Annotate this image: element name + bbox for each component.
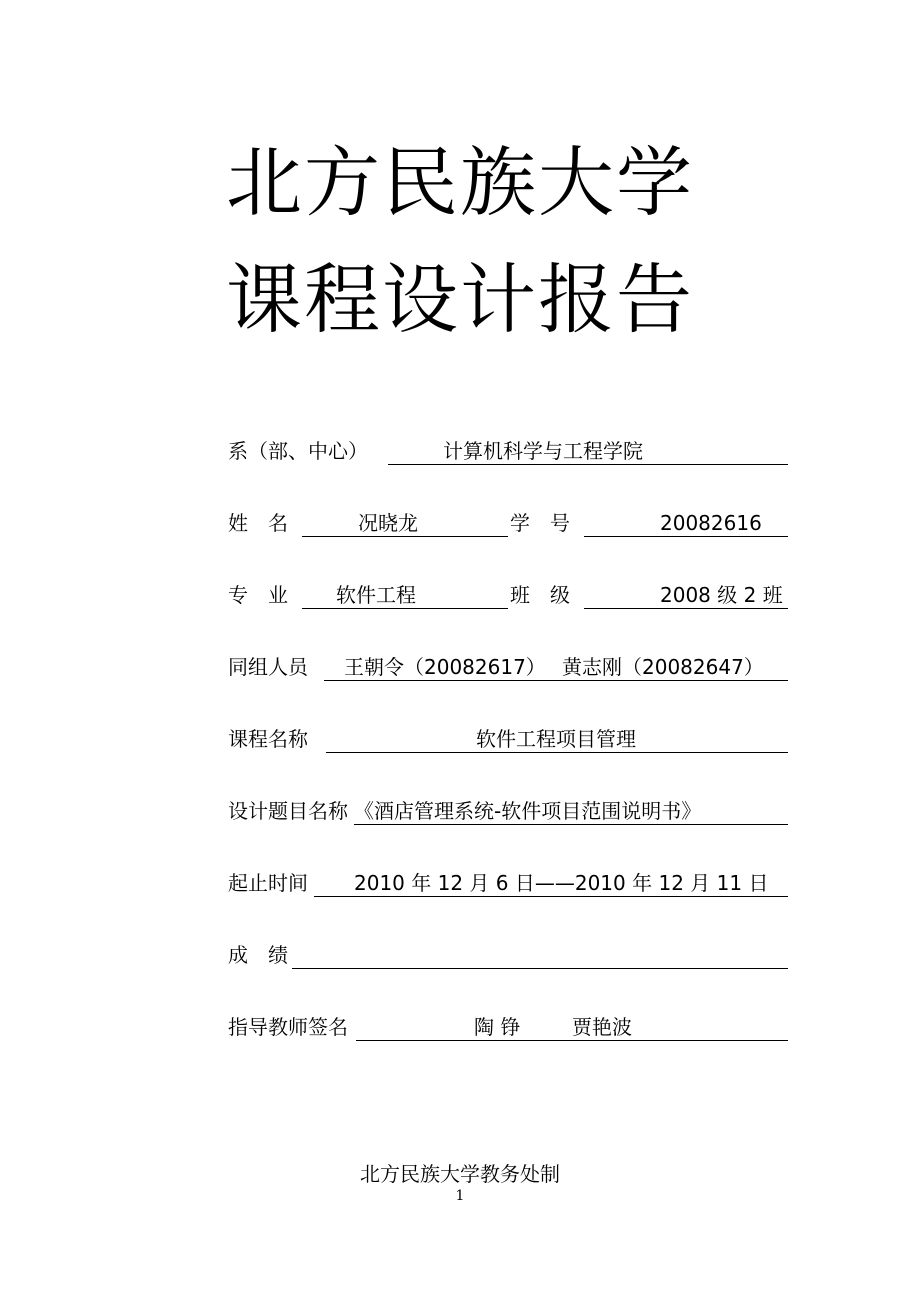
major-value: 软件工程 — [336, 583, 416, 607]
department-field — [388, 436, 788, 465]
period-value: 2010 年 12 月 6 日——2010 年 12 月 11 日 — [354, 871, 769, 895]
title-university: 北方民族大学 — [226, 138, 694, 227]
student-id-value: 20082616 — [660, 511, 762, 535]
group-member-1: 王朝令（20082617） — [344, 655, 546, 679]
class-value: 2008 级 2 班 — [660, 583, 783, 607]
group-row — [228, 652, 788, 682]
major-row — [228, 580, 788, 610]
advisor-row — [228, 1012, 788, 1042]
class-field — [584, 580, 788, 609]
topic-field — [354, 796, 788, 825]
course-value: 软件工程项目管理 — [476, 727, 636, 751]
advisor-field — [356, 1012, 788, 1041]
department-row — [228, 436, 788, 466]
course-row — [228, 724, 788, 754]
major-field — [302, 580, 508, 609]
topic-row — [228, 796, 788, 826]
grade-row — [228, 940, 788, 970]
period-label: 起止时间 — [228, 871, 308, 895]
student-id-label: 学 号 — [510, 511, 570, 535]
department-label: 系（部、中心） — [228, 439, 368, 463]
name-row — [228, 508, 788, 538]
page-number: 1 — [455, 1188, 465, 1204]
group-member-2: 黄志刚（20082647） — [562, 655, 764, 679]
advisor-label: 指导教师签名 — [228, 1015, 348, 1039]
group-field — [324, 652, 788, 681]
group-label: 同组人员 — [228, 655, 308, 679]
advisor-1: 陶 铮 — [474, 1015, 521, 1039]
class-label: 班 级 — [510, 583, 570, 607]
name-value: 况晓龙 — [358, 511, 418, 535]
course-label: 课程名称 — [228, 727, 308, 751]
name-label: 姓 名 — [228, 511, 288, 535]
period-row — [228, 868, 788, 898]
name-field — [302, 508, 508, 537]
grade-label: 成 绩 — [228, 943, 288, 967]
major-label: 专 业 — [228, 583, 288, 607]
student-id-field — [584, 508, 788, 537]
grade-field — [292, 940, 788, 969]
title-report: 课程设计报告 — [226, 255, 694, 344]
footer-issuer: 北方民族大学教务处制 — [360, 1162, 560, 1186]
course-field — [326, 724, 788, 753]
topic-label: 设计题目名称 — [228, 799, 348, 823]
topic-value: 《酒店管理系统-软件项目范围说明书》 — [354, 799, 702, 823]
period-field — [314, 868, 788, 897]
department-value: 计算机科学与工程学院 — [443, 439, 643, 463]
advisor-2: 贾艳波 — [572, 1015, 632, 1039]
